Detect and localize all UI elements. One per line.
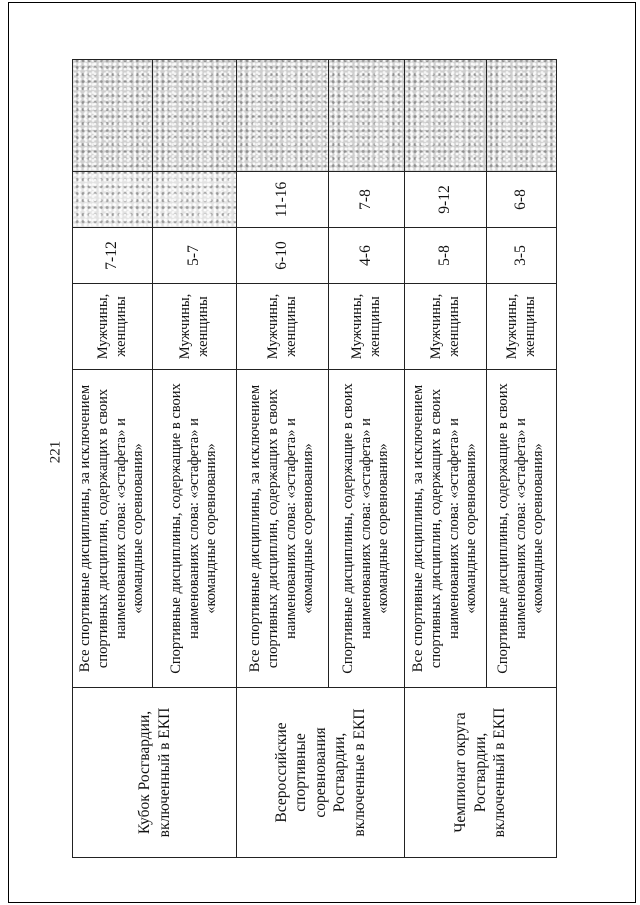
- shaded-cell: [73, 60, 153, 172]
- frame-right-line: [635, 2, 636, 903]
- page-number: 221: [47, 440, 64, 464]
- shaded-cell: [405, 60, 487, 172]
- shaded-cell: [153, 60, 237, 172]
- gender-cell: Мужчины, женщины: [73, 284, 153, 370]
- gender-cell: Мужчины, женщины: [487, 284, 557, 370]
- extra-cell: 11-16: [237, 172, 329, 228]
- gender-cell: Мужчины, женщины: [405, 284, 487, 370]
- shaded-cell: [237, 60, 329, 172]
- extra-cell: 7-8: [329, 172, 405, 228]
- discipline-cell: Спортивные дисциплины, содержащие в своих наименованиях слова: «эстафета» и «командные соревнования»: [329, 370, 405, 688]
- discipline-cell: Спортивные дисциплины, содержащие в своих наименованиях слова: «эстафета» и «командные соревнования»: [153, 370, 237, 688]
- competition-cell: Всероссийские спортивные соревнования Росгвардии, включенные в ЕКП: [237, 688, 405, 858]
- age-cell: 6-10: [237, 228, 329, 284]
- table-row: [237, 60, 329, 858]
- table-row: [405, 60, 487, 858]
- frame-top-line: [8, 2, 636, 3]
- age-cell: 3-5: [487, 228, 557, 284]
- competition-cell: Чемпионат округа Росгвардии, включенный в ЕКП: [405, 688, 557, 858]
- competitions-table: [72, 59, 557, 858]
- table-row: [73, 60, 153, 858]
- extra-cell: 9-12: [405, 172, 487, 228]
- extra-cell: 6-8: [487, 172, 557, 228]
- age-cell: 7-12: [73, 228, 153, 284]
- gender-cell: Мужчины, женщины: [153, 284, 237, 370]
- age-cell: 5-8: [405, 228, 487, 284]
- gender-cell: Мужчины, женщины: [329, 284, 405, 370]
- shaded-cell: [487, 60, 557, 172]
- extra-cell: [153, 172, 237, 228]
- age-cell: 5-7: [153, 228, 237, 284]
- discipline-cell: Все спортивные дисциплины, за исключением спортивных дисциплин, содержащих в своих наименованиях слова: «эстафета» и «командные соревнования»: [237, 370, 329, 688]
- gender-cell: Мужчины, женщины: [237, 284, 329, 370]
- extra-cell: [73, 172, 153, 228]
- competition-cell: Кубок Росгвардии, включенный в ЕКП: [73, 688, 237, 858]
- age-cell: 4-6: [329, 228, 405, 284]
- frame-left-line: [8, 2, 9, 903]
- rotated-table-container: [72, 60, 556, 858]
- frame-bottom-line: [8, 902, 636, 903]
- discipline-cell: Спортивные дисциплины, содержащие в своих наименованиях слова: «эстафета» и «командные соревнования»: [487, 370, 557, 688]
- discipline-cell: Все спортивные дисциплины, за исключением спортивных дисциплин, содержащих в своих наименованиях слова: «эстафета» и «командные соревнования»: [73, 370, 153, 688]
- discipline-cell: Все спортивные дисциплины, за исключением спортивных дисциплин, содержащих в своих наименованиях слова: «эстафета» и «командные соревнования»: [405, 370, 487, 688]
- shaded-cell: [329, 60, 405, 172]
